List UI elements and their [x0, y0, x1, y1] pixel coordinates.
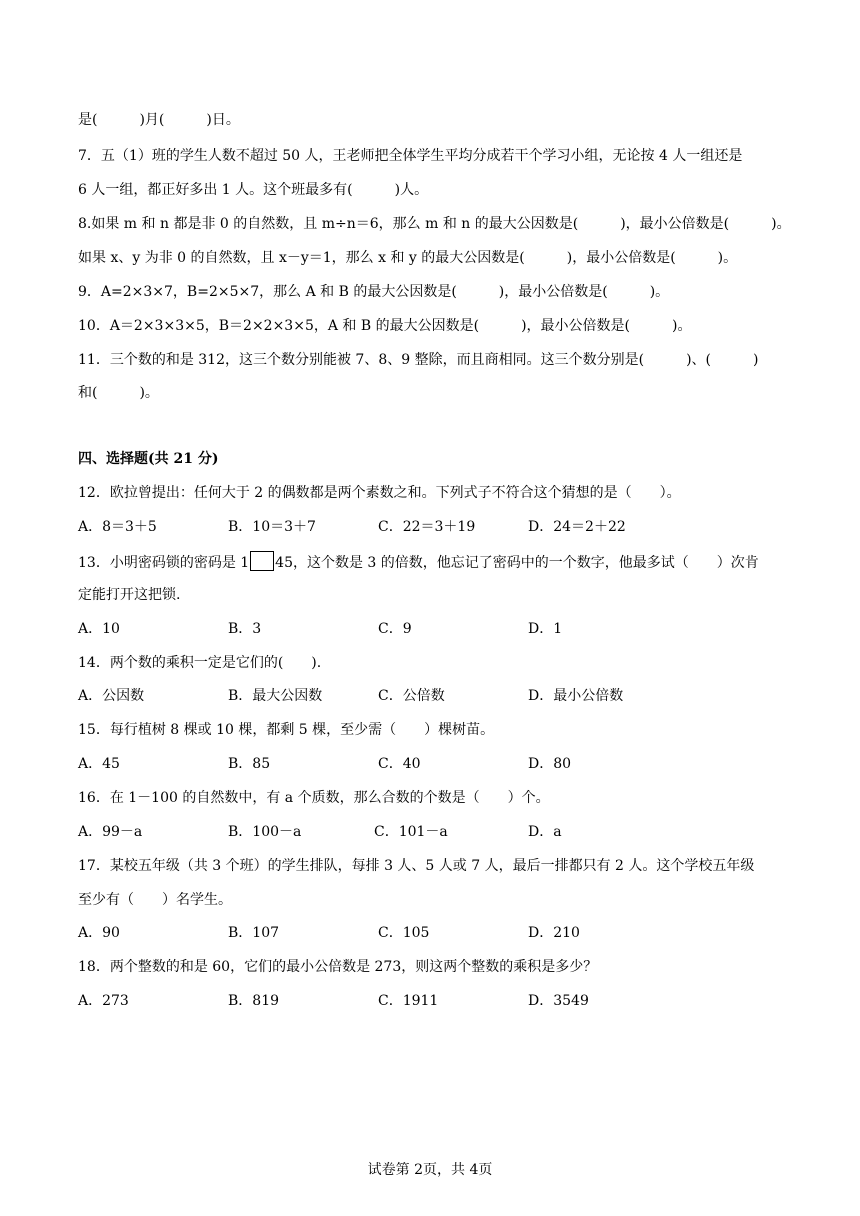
- q10: 10．A＝2×3×3×5，B＝2×2×3×5，A 和 B 的最大公因数是( )，最小公倍数是( )。: [78, 318, 692, 334]
- q17-line-2: 至少有（ ）名学生。: [78, 892, 232, 908]
- q13-option-b: B．3: [228, 621, 262, 637]
- section-heading-choice: 四、选择题(共 21 分): [78, 451, 219, 467]
- password-blank-box: [250, 551, 274, 571]
- q14-option-d: D．最小公倍数: [528, 688, 624, 704]
- q16-option-a: A．99－a: [78, 824, 143, 840]
- page-footer: 试卷第 2页，共 4页: [367, 1162, 493, 1178]
- q18-option-c: C．1911: [378, 993, 439, 1009]
- q14-option-a: A．公因数: [78, 688, 145, 704]
- q12-option-a: A．8＝3＋5: [78, 519, 157, 535]
- q14: 14．两个数的乘积一定是它们的( ).: [78, 655, 322, 671]
- q17-line-1: 17．某校五年级（共 3 个班）的学生排队，每排 3 人、5 人或 7 人，最后一排都只有 2 人。这个学校五年级: [78, 858, 755, 874]
- q11-line-2: 和( )。: [78, 385, 159, 401]
- q16: 16．在 1－100 的自然数中，有 a 个质数，那么合数的个数是（ ）个。: [78, 790, 550, 806]
- q14-option-c: C．公倍数: [378, 688, 445, 704]
- q15-option-d: D．80: [528, 756, 572, 772]
- q17-option-a: A．90: [78, 925, 120, 941]
- q7-line-1: 7．五（1）班的学生人数不超过 50 人，王老师把全体学生平均分成若干个学习小组，无论按 4 人一组还是: [78, 148, 743, 164]
- q18-option-d: D．3549: [528, 993, 589, 1009]
- q11-line-1: 11．三个数的和是 312，这三个数分别能被 7、8、9 整除，而且商相同。这三个数分别是( )、( ): [78, 352, 759, 368]
- q12-option-b: B．10＝3＋7: [228, 519, 316, 535]
- q15-option-a: A．45: [78, 756, 120, 772]
- q12-option-c: C．22＝3＋19: [378, 519, 476, 535]
- q13-option-c: C．9: [378, 621, 412, 637]
- q15: 15．每行植树 8 棵或 10 棵，都剩 5 棵，至少需（ ）棵树苗。: [78, 722, 495, 738]
- q14-option-b: B．最大公因数: [228, 688, 323, 704]
- q16-option-b: B．100－a: [228, 824, 302, 840]
- q7-line-2: 6 人一组，都正好多出 1 人。这个班最多有( )人。: [78, 182, 429, 198]
- q9: 9．A=2×3×7，B=2×5×7，那么 A 和 B 的最大公因数是( )，最小公倍数是( )。: [78, 284, 670, 300]
- q8-line-1: 8.如果 m 和 n 都是非 0 的自然数，且 m÷n＝6，那么 m 和 n 的最大公因数是( )，最小公倍数是( )。: [78, 216, 791, 232]
- q13-option-d: D．1: [528, 621, 563, 637]
- q12-option-d: D．24＝2＋22: [528, 519, 626, 535]
- q6-continuation: 是( )月( )日。: [78, 112, 240, 128]
- q8-line-2: 如果 x、y 为非 0 的自然数，且 x－y＝1，那么 x 和 y 的最大公因数是( )，最小公倍数是( )。: [78, 250, 738, 266]
- q17-option-c: C．105: [378, 925, 430, 941]
- q13-line-2: 定能打开这把锁.: [78, 587, 181, 603]
- q13-text-after-box: 45，这个数是 3 的倍数，他忘记了密码中的一个数字，他最多试（ ）次肯: [275, 555, 759, 571]
- q18-option-b: B．819: [228, 993, 280, 1009]
- q16-option-d: D．a: [528, 824, 562, 840]
- q12: 12．欧拉曾提出：任何大于 2 的偶数都是两个素数之和。下列式子不符合这个猜想的是（ ）。: [78, 485, 681, 501]
- q18: 18．两个整数的和是 60，它们的最小公倍数是 273，则这两个整数的乘积是多少？: [78, 959, 598, 975]
- q15-option-c: C．40: [378, 756, 421, 772]
- q16-option-c: C．101－a: [374, 824, 448, 840]
- q13-text-before-box: 13．小明密码锁的密码是 1: [78, 555, 250, 571]
- q15-option-b: B．85: [228, 756, 271, 772]
- q17-option-b: B．107: [228, 925, 280, 941]
- q13-line-1: [78, 551, 759, 573]
- q18-option-a: A．273: [78, 993, 129, 1009]
- q17-option-d: D．210: [528, 925, 580, 941]
- q13-option-a: A．10: [78, 621, 120, 637]
